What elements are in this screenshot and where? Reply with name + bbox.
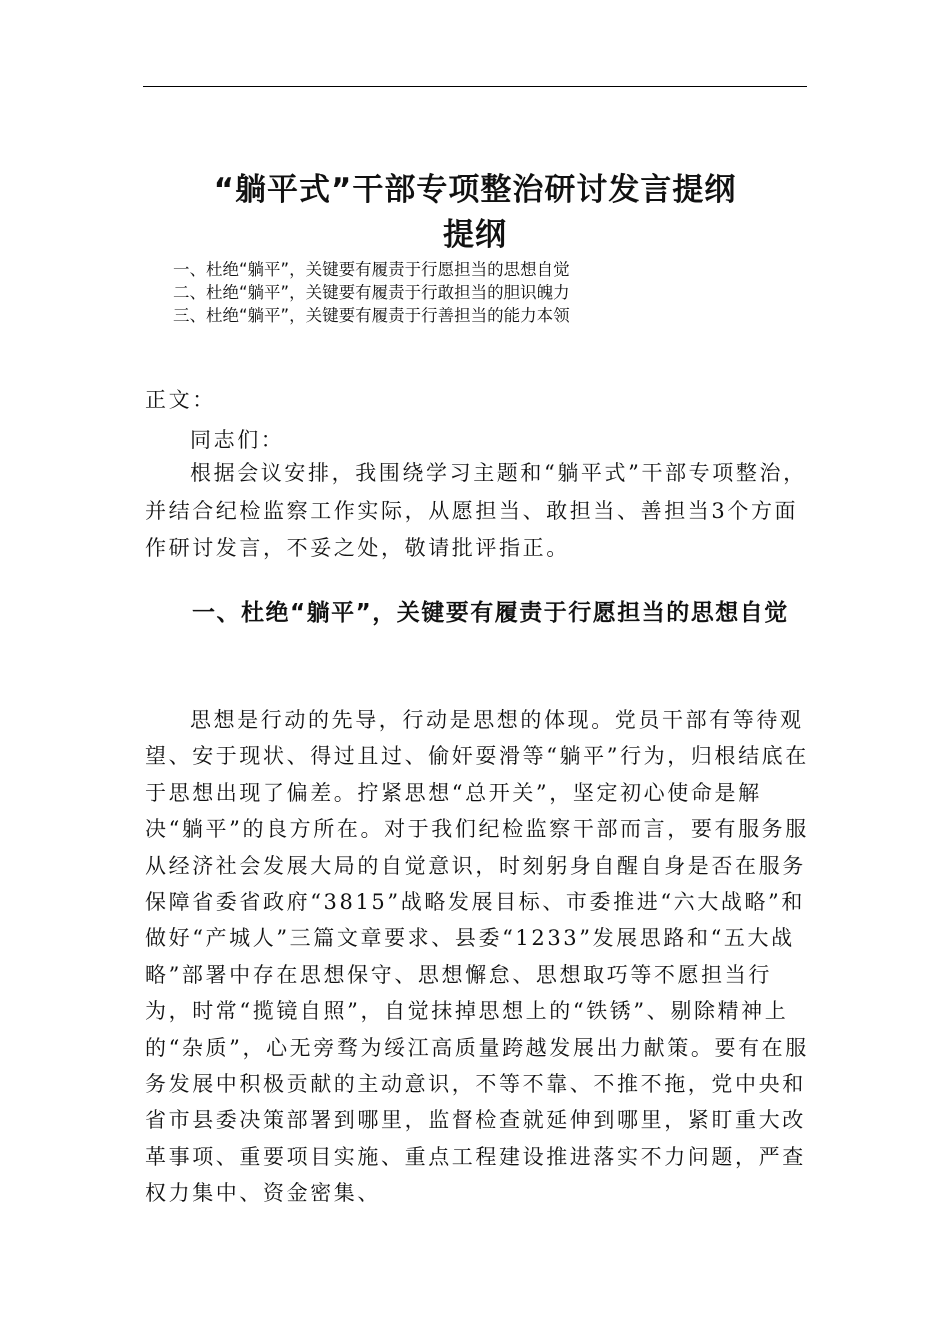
outline-item: 二、杜绝“躺平”，关键要有履责于行敢担当的胆识魄力 bbox=[173, 283, 570, 302]
document-title: “躺平式”干部专项整治研讨发言提纲 bbox=[213, 172, 737, 208]
section-heading: 一、杜绝“躺平”，关键要有履责于行愿担当的思想自觉 bbox=[192, 600, 789, 626]
outline-item: 三、杜绝“躺平”，关键要有履责于行善担当的能力本领 bbox=[173, 306, 570, 325]
intro-paragraph: 根据会议安排，我围绕学习主题和“躺平式”干部专项整治，并结合纪检监察工作实际，从愿担当、敢担当、善担当3个方面作研讨发言，不妥之处，敬请批评指正。 bbox=[145, 461, 807, 560]
outline-list bbox=[173, 258, 570, 327]
document-title-continuation: 提纲 bbox=[443, 217, 507, 253]
outline-item: 一、杜绝“躺平”，关键要有履责于行愿担当的思想自觉 bbox=[173, 260, 570, 279]
salutation: 同志们： bbox=[190, 428, 285, 452]
body-label: 正文： bbox=[145, 388, 216, 412]
section-paragraph: 思想是行动的先导，行动是思想的体现。党员干部有等待观望、安于现状、得过且过、偷奸耍滑等“躺平”行为，归根结底在于思想出现了偏差。拧紧思想“总开关”，坚定初心使命是解决“躺平”的良方所在。对于我们纪检监察干部而言，要有服务服从经济社会发展大局的自觉意识，时刻躬身自醒自身是否在服务保障省委省政府“3815”战略发展目标、市委推进“六大战略”和做好“产城人”三篇文章要求、县委“1233”发展思路和“五大战略”部署中存在思想保守、思想懈怠、思想取巧等不愿担当行为，时常“揽镜自照”，自觉抹掉思想上的“铁锈”、剔除精神上的“杂质”，心无旁骛为绥江高质量跨越发展出力献策。要有在服务发展中积极贡献的主动意识，不等不靠、不推不拖，党中央和省市县委决策部署到哪里，监督检查就延伸到哪里，紧盯重大改革事项、重要项目实施、重点工程建设推进落实不力问题，严查权力集中、资金密集、 bbox=[145, 708, 809, 1206]
header-rule bbox=[143, 86, 807, 87]
